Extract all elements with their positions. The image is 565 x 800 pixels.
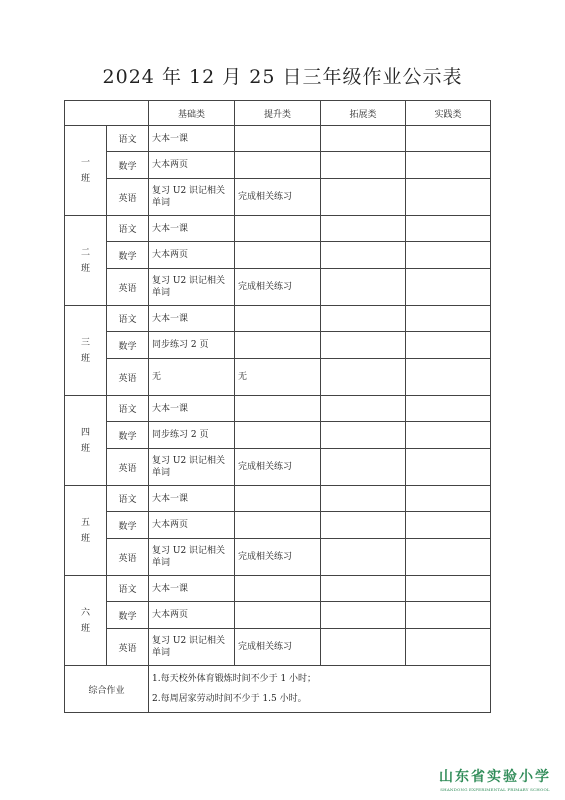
improve-cell bbox=[235, 512, 321, 539]
extend-cell bbox=[321, 422, 406, 449]
class-name-cell: 一 班 bbox=[65, 126, 107, 216]
school-logo-english: SHANDONG EXPERIMENTAL PRIMARY SCHOOL bbox=[440, 787, 550, 792]
practice-cell bbox=[406, 269, 491, 306]
extend-cell bbox=[321, 602, 406, 629]
improve-cell bbox=[235, 486, 321, 512]
improve-cell bbox=[235, 602, 321, 629]
basic-cell: 大本两页 bbox=[149, 512, 235, 539]
subject-cell: 语文 bbox=[107, 576, 149, 602]
improve-cell bbox=[235, 216, 321, 242]
table-row bbox=[65, 269, 491, 306]
class-name-cell: 五 班 bbox=[65, 486, 107, 576]
extend-cell bbox=[321, 269, 406, 306]
basic-cell: 复习 U2 识记相关单词 bbox=[149, 449, 235, 486]
extend-cell bbox=[321, 576, 406, 602]
subject-cell: 英语 bbox=[107, 359, 149, 396]
basic-cell: 无 bbox=[149, 359, 235, 396]
practice-cell bbox=[406, 449, 491, 486]
improve-cell bbox=[235, 126, 321, 152]
practice-cell bbox=[406, 126, 491, 152]
practice-cell bbox=[406, 629, 491, 666]
improve-cell bbox=[235, 242, 321, 269]
basic-cell: 同步练习 2 页 bbox=[149, 332, 235, 359]
basic-cell: 大本两页 bbox=[149, 602, 235, 629]
improve-cell: 完成相关练习 bbox=[235, 269, 321, 306]
practice-cell bbox=[406, 486, 491, 512]
comprehensive-content bbox=[149, 666, 491, 713]
extend-cell bbox=[321, 306, 406, 332]
table-row bbox=[65, 359, 491, 396]
page-title: 2024 年 12 月 25 日三年级作业公示表 bbox=[102, 66, 463, 88]
table-row bbox=[65, 539, 491, 576]
table-row bbox=[65, 152, 491, 179]
extend-cell bbox=[321, 629, 406, 666]
subject-cell: 英语 bbox=[107, 179, 149, 216]
homework-table bbox=[64, 100, 491, 713]
extend-cell bbox=[321, 332, 406, 359]
class-name-cell: 四 班 bbox=[65, 396, 107, 486]
subject-cell: 数学 bbox=[107, 602, 149, 629]
subject-cell: 数学 bbox=[107, 242, 149, 269]
practice-cell bbox=[406, 512, 491, 539]
improve-cell: 无 bbox=[235, 359, 321, 396]
improve-cell bbox=[235, 306, 321, 332]
header-extend: 拓展类 bbox=[321, 101, 406, 126]
subject-cell: 数学 bbox=[107, 152, 149, 179]
basic-cell: 大本两页 bbox=[149, 152, 235, 179]
subject-cell: 语文 bbox=[107, 126, 149, 152]
school-logo-name: 山东省实验小学 bbox=[439, 769, 551, 785]
extend-cell bbox=[321, 216, 406, 242]
class-name-cell: 六 班 bbox=[65, 576, 107, 666]
table-row bbox=[65, 629, 491, 666]
practice-cell bbox=[406, 576, 491, 602]
comprehensive-line: 1.每天校外体育锻炼时间不少于 1 小时； bbox=[152, 674, 317, 684]
subject-cell: 英语 bbox=[107, 539, 149, 576]
extend-cell bbox=[321, 512, 406, 539]
table-row bbox=[65, 396, 491, 422]
table-row bbox=[65, 242, 491, 269]
basic-cell: 同步练习 2 页 bbox=[149, 422, 235, 449]
practice-cell bbox=[406, 422, 491, 449]
improve-cell: 完成相关练习 bbox=[235, 179, 321, 216]
subject-cell: 语文 bbox=[107, 396, 149, 422]
table-row bbox=[65, 126, 491, 152]
practice-cell bbox=[406, 216, 491, 242]
basic-cell: 复习 U2 识记相关单词 bbox=[149, 269, 235, 306]
subject-cell: 英语 bbox=[107, 449, 149, 486]
table-row bbox=[65, 332, 491, 359]
class-name-cell: 三 班 bbox=[65, 306, 107, 396]
subject-cell: 语文 bbox=[107, 486, 149, 512]
extend-cell bbox=[321, 152, 406, 179]
extend-cell bbox=[321, 179, 406, 216]
table-row bbox=[65, 602, 491, 629]
practice-cell bbox=[406, 179, 491, 216]
basic-cell: 大本两页 bbox=[149, 242, 235, 269]
basic-cell: 大本一课 bbox=[149, 396, 235, 422]
header-improve: 提升类 bbox=[235, 101, 321, 126]
table-row bbox=[65, 216, 491, 242]
extend-cell bbox=[321, 449, 406, 486]
extend-cell bbox=[321, 396, 406, 422]
subject-cell: 英语 bbox=[107, 269, 149, 306]
improve-cell: 完成相关练习 bbox=[235, 449, 321, 486]
basic-cell: 大本一课 bbox=[149, 486, 235, 512]
class-name-cell: 二 班 bbox=[65, 216, 107, 306]
table-row bbox=[65, 306, 491, 332]
table-row bbox=[65, 179, 491, 216]
table-row bbox=[65, 576, 491, 602]
practice-cell bbox=[406, 539, 491, 576]
table-row bbox=[65, 486, 491, 512]
header-practice: 实践类 bbox=[406, 101, 491, 126]
improve-cell bbox=[235, 396, 321, 422]
basic-cell: 大本一课 bbox=[149, 126, 235, 152]
basic-cell: 复习 U2 识记相关单词 bbox=[149, 539, 235, 576]
table-body bbox=[65, 126, 491, 666]
subject-cell: 数学 bbox=[107, 332, 149, 359]
improve-cell bbox=[235, 152, 321, 179]
practice-cell bbox=[406, 306, 491, 332]
table-row bbox=[65, 512, 491, 539]
basic-cell: 大本一课 bbox=[149, 216, 235, 242]
practice-cell bbox=[406, 332, 491, 359]
comprehensive-label: 综合作业 bbox=[65, 666, 149, 713]
header-blank bbox=[65, 101, 149, 126]
comprehensive-row bbox=[65, 666, 491, 713]
subject-cell: 语文 bbox=[107, 306, 149, 332]
improve-cell: 完成相关练习 bbox=[235, 629, 321, 666]
extend-cell bbox=[321, 539, 406, 576]
improve-cell bbox=[235, 332, 321, 359]
table-row bbox=[65, 422, 491, 449]
table-header-row bbox=[65, 101, 491, 126]
subject-cell: 语文 bbox=[107, 216, 149, 242]
basic-cell: 复习 U2 识记相关单词 bbox=[149, 629, 235, 666]
basic-cell: 大本一课 bbox=[149, 576, 235, 602]
subject-cell: 数学 bbox=[107, 512, 149, 539]
header-basic: 基础类 bbox=[149, 101, 235, 126]
table-row bbox=[65, 449, 491, 486]
improve-cell bbox=[235, 576, 321, 602]
practice-cell bbox=[406, 396, 491, 422]
extend-cell bbox=[321, 486, 406, 512]
practice-cell bbox=[406, 602, 491, 629]
practice-cell bbox=[406, 152, 491, 179]
extend-cell bbox=[321, 359, 406, 396]
basic-cell: 复习 U2 识记相关单词 bbox=[149, 179, 235, 216]
extend-cell bbox=[321, 126, 406, 152]
improve-cell: 完成相关练习 bbox=[235, 539, 321, 576]
subject-cell: 英语 bbox=[107, 629, 149, 666]
improve-cell bbox=[235, 422, 321, 449]
subject-cell: 数学 bbox=[107, 422, 149, 449]
practice-cell bbox=[406, 242, 491, 269]
school-logo bbox=[439, 766, 551, 792]
extend-cell bbox=[321, 242, 406, 269]
comprehensive-line: 2.每周居家劳动时间不少于 1.5 小时。 bbox=[152, 694, 307, 704]
practice-cell bbox=[406, 359, 491, 396]
basic-cell: 大本一课 bbox=[149, 306, 235, 332]
